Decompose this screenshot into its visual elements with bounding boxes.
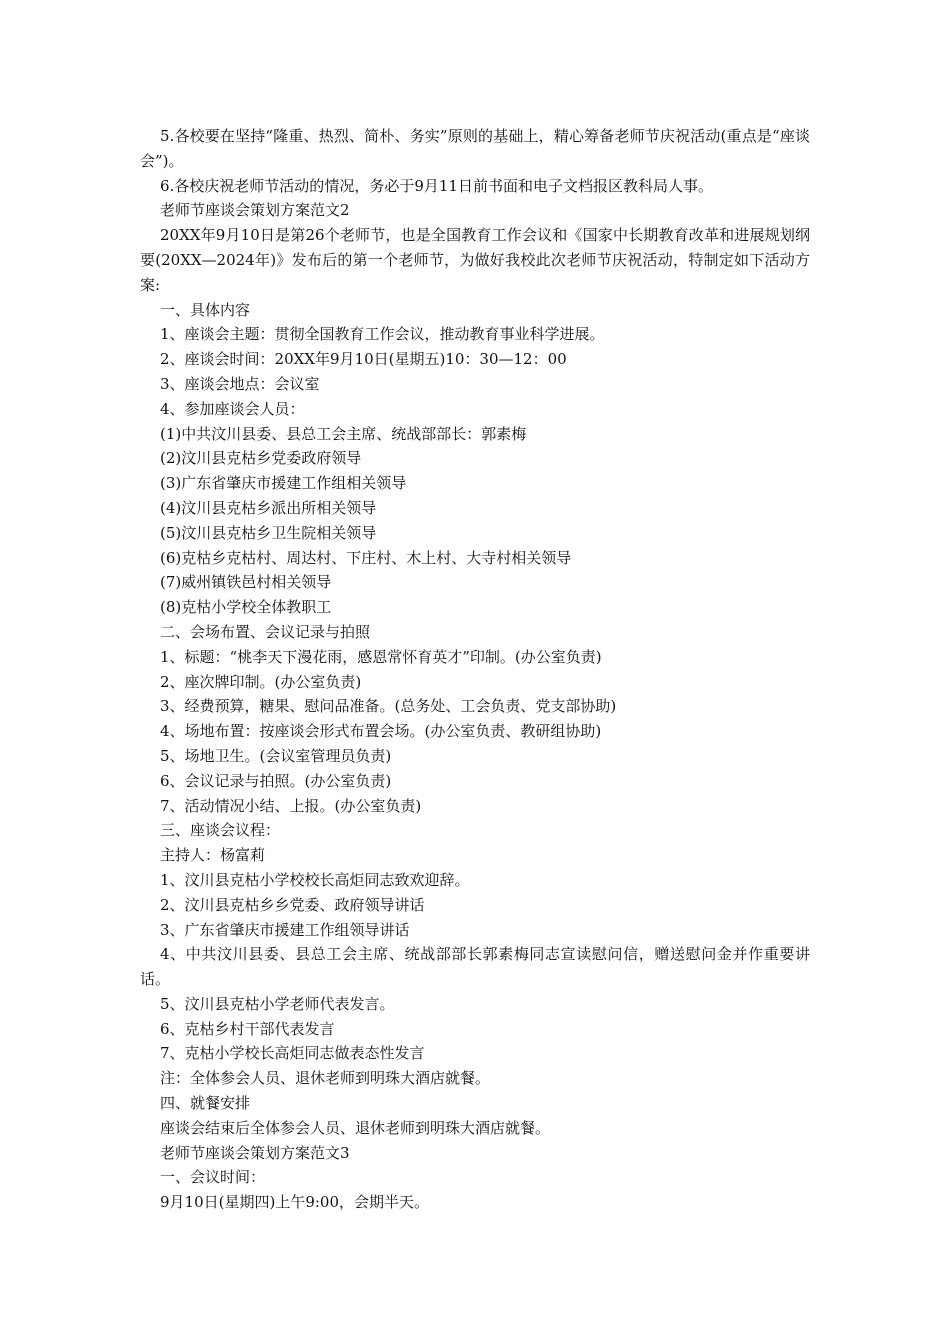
paragraph: 3、广东省肇庆市援建工作组领导讲话 — [160, 920, 410, 939]
paragraph: 主持人：杨富莉 — [160, 846, 266, 865]
paragraph: (3)广东省肇庆市援建工作组相关领导 — [160, 474, 407, 493]
paragraph: 6.各校庆祝老师节活动的情况，务必于9月11日前书面和电子文档报区教科局人事。 — [160, 176, 713, 195]
paragraph: 4、中共汶川县委、县总工会主席、统战部部长郭素梅同志宣读慰问信，赠送慰问金并作重要讲话。 — [140, 945, 810, 989]
document-body — [140, 124, 810, 1215]
paragraph: (4)汶川县克枯乡派出所相关领导 — [160, 498, 377, 517]
paragraph: 座谈会结束后全体参会人员、退休老师到明珠大酒店就餐。 — [160, 1118, 551, 1137]
paragraph: 1、汶川县克枯小学校校长高炬同志致欢迎辞。 — [160, 870, 470, 889]
paragraph: 6、会议记录与拍照。(办公室负责) — [160, 771, 392, 790]
paragraph: 老师节座谈会策划方案范文3 — [160, 1143, 350, 1162]
paragraph: (2)汶川县克枯乡党委政府领导 — [160, 449, 362, 468]
paragraph: 一、会议时间： — [160, 1168, 266, 1187]
paragraph: 4、参加座谈会人员： — [160, 399, 305, 418]
paragraph: 5、汶川县克枯小学老师代表发言。 — [160, 994, 395, 1013]
paragraph: 2、汶川县克枯乡乡党委、政府领导讲话 — [160, 895, 425, 914]
paragraph: 注：全体参会人员、退休老师到明珠大酒店就餐。 — [160, 1069, 491, 1088]
paragraph: 3、座谈会地点：会议室 — [160, 374, 320, 393]
paragraph: 2、座次牌印制。(办公室负责) — [160, 672, 362, 691]
paragraph: (7)威州镇铁邑村相关领导 — [160, 573, 332, 592]
paragraph: 7、活动情况小结、上报。(办公室负责) — [160, 796, 422, 815]
paragraph: (1)中共汶川县委、县总工会主席、统战部部长：郭素梅 — [160, 424, 527, 443]
paragraph: (8)克枯小学校全体教职工 — [160, 598, 332, 617]
paragraph: 3、经费预算，糖果、慰问品准备。(总务处、工会负责、党支部协助) — [160, 697, 617, 716]
paragraph: 1、标题：“桃李天下漫花雨，感恩常怀育英才”印制。(办公室负责) — [160, 647, 602, 666]
paragraph: (6)克枯乡克枯村、周达村、下庄村、木上村、大寺村相关领导 — [160, 548, 572, 567]
paragraph: 1、座谈会主题：贯彻全国教育工作会议，推动教育事业科学进展。 — [160, 325, 605, 344]
paragraph: 老师节座谈会策划方案范文2 — [160, 201, 350, 220]
paragraph: (5)汶川县克枯乡卫生院相关领导 — [160, 523, 377, 542]
paragraph: 5、场地卫生。(会议室管理员负责) — [160, 746, 392, 765]
paragraph: 7、克枯小学校长高炬同志做表态性发言 — [160, 1044, 425, 1063]
paragraph: 三、座谈会议程： — [160, 821, 281, 840]
paragraph: 20XX年9月10日是第26个老师节，也是全国教育工作会议和《国家中长期教育改革和进展规划纲要(20XX—2024年)》发布后的第一个老师节，为做好我校此次老师节庆祝活动，特制定如下活动方案: — [140, 226, 810, 294]
paragraph: 二、会场布置、会议记录与拍照 — [160, 622, 371, 641]
paragraph: 9月10日(星期四)上午9:00，会期半天。 — [160, 1193, 430, 1212]
paragraph: 6、克枯乡村干部代表发言 — [160, 1019, 335, 1038]
paragraph: 4、场地布置：按座谈会形式布置会场。(办公室负责、教研组协助) — [160, 722, 602, 741]
paragraph: 一、具体内容 — [160, 300, 251, 319]
paragraph: 四、就餐安排 — [160, 1094, 251, 1113]
paragraph: 5.各校要在坚持“隆重、热烈、简朴、务实”原则的基础上，精心筹备老师节庆祝活动(重点是“座谈会”)。 — [140, 127, 810, 170]
paragraph: 2、座谈会时间：20XX年9月10日(星期五)10：30—12：00 — [160, 350, 567, 369]
